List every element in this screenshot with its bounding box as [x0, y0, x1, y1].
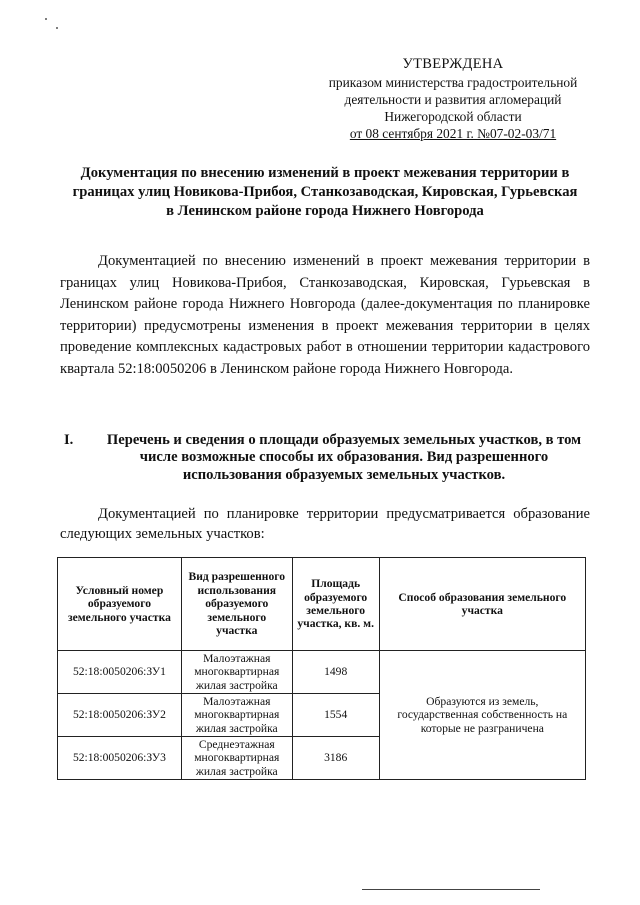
approval-title: УТВЕРЖДЕНА — [402, 56, 504, 72]
document-title-line: Документация по внесению изменений в проект межевания территории в — [80, 165, 570, 181]
scan-artifact — [45, 18, 47, 20]
plot-number-cell: 52:18:0050206:ЗУ3 — [58, 737, 182, 780]
section-heading-line: использования образуемых земельных участков. — [182, 466, 506, 483]
permitted-use-cell: Среднеэтажная многоквартирная жилая застройка — [181, 737, 292, 780]
section-heading-line: Перечень и сведения о площади образуемых земельных участков, в том — [106, 432, 582, 448]
permitted-use-cell: Малоэтажная многоквартирная жилая застройка — [181, 694, 292, 737]
area-cell: 1554 — [292, 694, 379, 737]
approval-line: Нижегородской области — [384, 109, 522, 124]
document-title — [58, 164, 592, 221]
approval-date: от 08 сентября 2021 г. №07-02-03/71 — [349, 126, 557, 141]
area-cell: 1498 — [292, 651, 379, 694]
scan-artifact — [56, 27, 58, 29]
header-area: Площадь образуемого земельного участка, кв. м. — [292, 558, 379, 651]
header-permitted-use: Вид разрешенного использования образуемого земельного участка — [181, 558, 292, 651]
permitted-use-cell: Малоэтажная многоквартирная жилая застройка — [181, 651, 292, 694]
area-cell: 3186 — [292, 737, 379, 780]
document-title-line: в Ленинском районе города Нижнего Новгорода — [166, 203, 484, 219]
formation-method-cell: Образуются из земель, государственная собственность на которые не разграничена — [379, 651, 585, 780]
section-heading — [64, 432, 594, 484]
approval-stamp — [318, 56, 588, 142]
table-header-row — [58, 558, 586, 651]
header-plot-number: Условный номер образуемого земельного участка — [58, 558, 182, 651]
table-row — [58, 651, 586, 694]
approval-line: деятельности и развития агломераций — [344, 92, 562, 107]
plot-number-cell: 52:18:0050206:ЗУ2 — [58, 694, 182, 737]
intro-paragraph: Документацией по внесению изменений в проект межевания территории в границах улиц Новикова-Прибоя, Станкозаводская, Кировская, Гурьевская в Ленинском районе города Нижнего Новгорода (далее-документация по планировке территории) предусмотрены изменения в проект межевания территории в целях проведение комплексных кадастровых работ в отношении территории кадастрового квартала 52:18:0050206 в Ленинском районе города Нижнего Новгорода. — [60, 253, 590, 377]
plot-number-cell: 52:18:0050206:ЗУ1 — [58, 651, 182, 694]
document-title-line: границах улиц Новикова-Прибоя, Станкозаводская, Кировская, Гурьевская — [72, 184, 578, 200]
header-formation-method: Способ образования земельного участка — [379, 558, 585, 651]
land-plots-table — [57, 557, 586, 780]
section-heading-line: числе возможные способы их образования. Вид разрешенного — [139, 449, 549, 466]
approval-line: приказом министерства градостроительной — [328, 75, 578, 90]
section-number: I. — [64, 432, 74, 448]
lead-paragraph: Документацией по планировке территории предусматривается образование следующих земельных участков: — [60, 506, 590, 542]
footer-rule — [362, 889, 540, 890]
